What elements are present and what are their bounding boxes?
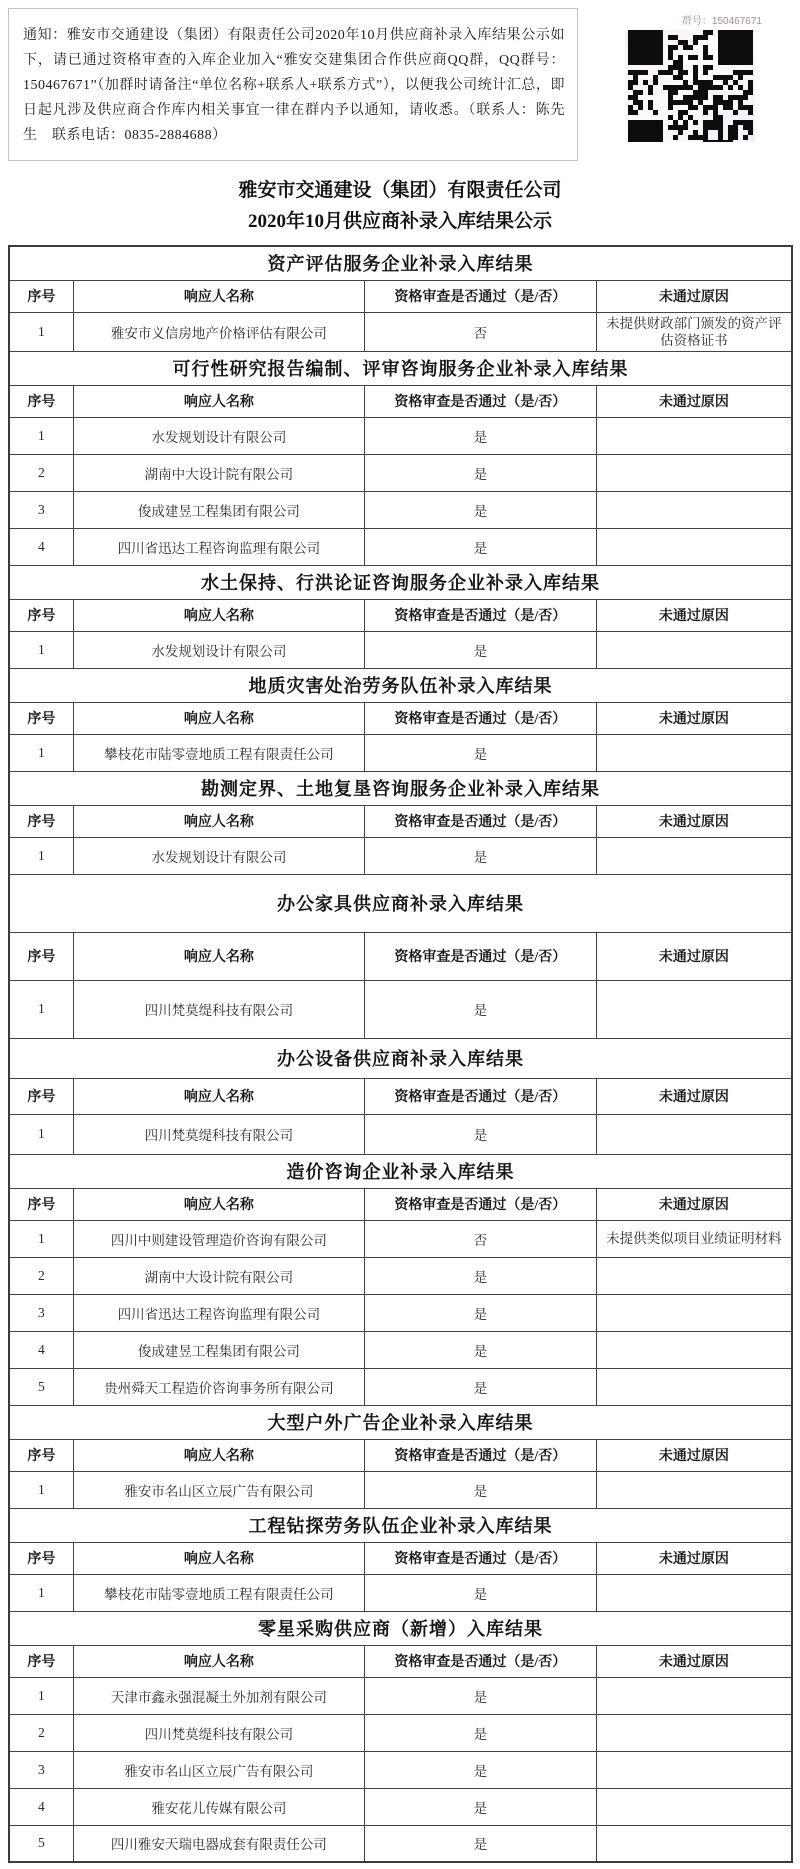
column-header: 响应人名称 bbox=[73, 1542, 364, 1574]
section-title: 可行性研究报告编制、评审咨询服务企业补录入库结果 bbox=[9, 351, 792, 385]
cell-fail-reason bbox=[596, 1114, 792, 1154]
cell-qualification-result: 是 bbox=[364, 1331, 596, 1368]
cell-serial-number: 1 bbox=[9, 631, 73, 668]
results-table-wrap bbox=[0, 237, 800, 1869]
qr-area bbox=[578, 8, 796, 161]
cell-qualification-result: 是 bbox=[364, 1114, 596, 1154]
cell-qualification-result: 否 bbox=[364, 1220, 596, 1257]
cell-serial-number: 3 bbox=[9, 491, 73, 528]
cell-serial-number: 1 bbox=[9, 980, 73, 1038]
column-header: 未通过原因 bbox=[596, 702, 792, 734]
column-header: 序号 bbox=[9, 1542, 73, 1574]
column-header: 响应人名称 bbox=[73, 1645, 364, 1677]
cell-qualification-result: 是 bbox=[364, 491, 596, 528]
section-title-row bbox=[9, 1611, 792, 1645]
cell-fail-reason: 未提供类似项目业绩证明材料 bbox=[596, 1220, 792, 1257]
column-header: 序号 bbox=[9, 932, 73, 980]
notice-text: 通知：雅安市交通建设（集团）有限责任公司2020年10月供应商补录入库结果公示如下，请已通过资格审查的入库企业加入“雅安交建集团合作供应商QQ群，QQ群号：150467671”（加群时请备注“单位名称+联系人+联系方式”），以便我公司统计汇总，即日起凡涉及供应商合作库内相关事宜一律在群内予以通知，请收悉。（联系人：陈先生 联系电话：0835-2884688） bbox=[8, 8, 578, 161]
cell-company-name: 四川梵莫缇科技有限公司 bbox=[73, 1114, 364, 1154]
table-row bbox=[9, 980, 792, 1038]
column-header: 未通过原因 bbox=[596, 805, 792, 837]
cell-company-name: 俊成建昱工程集团有限公司 bbox=[73, 1331, 364, 1368]
table-row bbox=[9, 1751, 792, 1788]
column-header: 响应人名称 bbox=[73, 805, 364, 837]
cell-fail-reason bbox=[596, 1368, 792, 1405]
column-header-row bbox=[9, 280, 792, 312]
qr-code-image bbox=[628, 30, 753, 142]
column-header: 资格审查是否通过（是/否） bbox=[364, 702, 596, 734]
cell-company-name: 雅安市名山区立辰广告有限公司 bbox=[73, 1751, 364, 1788]
cell-qualification-result: 是 bbox=[364, 837, 596, 874]
column-header-row bbox=[9, 1439, 792, 1471]
column-header: 未通过原因 bbox=[596, 1439, 792, 1471]
cell-fail-reason bbox=[596, 1714, 792, 1751]
column-header: 未通过原因 bbox=[596, 280, 792, 312]
cell-serial-number: 4 bbox=[9, 1788, 73, 1825]
page-title-line2: 2020年10月供应商补录入库结果公示 bbox=[247, 211, 552, 232]
column-header-row bbox=[9, 1542, 792, 1574]
cell-company-name: 雅安市义信房地产价格评估有限公司 bbox=[73, 312, 364, 351]
column-header-row bbox=[9, 599, 792, 631]
cell-qualification-result: 是 bbox=[364, 1825, 596, 1862]
cell-qualification-result: 是 bbox=[364, 1677, 596, 1714]
cell-fail-reason bbox=[596, 1331, 792, 1368]
cell-company-name: 湖南中大设计院有限公司 bbox=[73, 1257, 364, 1294]
table-row bbox=[9, 1574, 792, 1611]
column-header: 未通过原因 bbox=[596, 1188, 792, 1220]
column-header: 响应人名称 bbox=[73, 385, 364, 417]
table-row bbox=[9, 1368, 792, 1405]
cell-company-name: 四川省迅达工程咨询监理有限公司 bbox=[73, 1294, 364, 1331]
column-header: 序号 bbox=[9, 702, 73, 734]
cell-company-name: 四川中则建设管理造价咨询有限公司 bbox=[73, 1220, 364, 1257]
section-title-row bbox=[9, 1405, 792, 1439]
cell-qualification-result: 是 bbox=[364, 454, 596, 491]
section-title-row bbox=[9, 1038, 792, 1078]
cell-fail-reason bbox=[596, 1677, 792, 1714]
cell-qualification-result: 是 bbox=[364, 1368, 596, 1405]
cell-serial-number: 1 bbox=[9, 1471, 73, 1508]
column-header: 未通过原因 bbox=[596, 1078, 792, 1114]
column-header: 序号 bbox=[9, 805, 73, 837]
table-row bbox=[9, 1220, 792, 1257]
cell-company-name: 水发规划设计有限公司 bbox=[73, 837, 364, 874]
section-title: 水土保持、行洪论证咨询服务企业补录入库结果 bbox=[9, 565, 792, 599]
cell-company-name: 水发规划设计有限公司 bbox=[73, 417, 364, 454]
column-header: 未通过原因 bbox=[596, 1645, 792, 1677]
cell-qualification-result: 是 bbox=[364, 734, 596, 771]
cell-qualification-result: 是 bbox=[364, 1751, 596, 1788]
section-title-row bbox=[9, 246, 792, 280]
cell-serial-number: 3 bbox=[9, 1751, 73, 1788]
section-title: 地质灾害处治劳务队伍补录入库结果 bbox=[9, 668, 792, 702]
cell-qualification-result: 是 bbox=[364, 1788, 596, 1825]
column-header-row bbox=[9, 702, 792, 734]
column-header: 序号 bbox=[9, 280, 73, 312]
page-title bbox=[0, 175, 800, 237]
column-header: 资格审查是否通过（是/否） bbox=[364, 280, 596, 312]
column-header: 序号 bbox=[9, 1645, 73, 1677]
cell-qualification-result: 是 bbox=[364, 417, 596, 454]
cell-serial-number: 2 bbox=[9, 454, 73, 491]
cell-fail-reason bbox=[596, 631, 792, 668]
section-title-row bbox=[9, 1154, 792, 1188]
column-header: 序号 bbox=[9, 1078, 73, 1114]
column-header: 序号 bbox=[9, 385, 73, 417]
cell-company-name: 四川省迅达工程咨询监理有限公司 bbox=[73, 528, 364, 565]
table-row bbox=[9, 491, 792, 528]
cell-serial-number: 4 bbox=[9, 1331, 73, 1368]
cell-qualification-result: 否 bbox=[364, 312, 596, 351]
cell-serial-number: 2 bbox=[9, 1714, 73, 1751]
section-title: 零星采购供应商（新增）入库结果 bbox=[9, 1611, 792, 1645]
cell-serial-number: 3 bbox=[9, 1294, 73, 1331]
cell-fail-reason bbox=[596, 528, 792, 565]
cell-fail-reason bbox=[596, 1751, 792, 1788]
qr-group-number-label: 群号：150467671 bbox=[681, 16, 762, 27]
cell-qualification-result: 是 bbox=[364, 1294, 596, 1331]
cell-fail-reason bbox=[596, 1257, 792, 1294]
column-header: 序号 bbox=[9, 1188, 73, 1220]
table-row bbox=[9, 1114, 792, 1154]
column-header: 响应人名称 bbox=[73, 1078, 364, 1114]
cell-fail-reason bbox=[596, 454, 792, 491]
cell-serial-number: 1 bbox=[9, 734, 73, 771]
column-header-row bbox=[9, 1078, 792, 1114]
qq-group-qr-code-icon bbox=[625, 30, 755, 142]
notice-header-area bbox=[0, 0, 800, 161]
table-row bbox=[9, 1471, 792, 1508]
column-header: 响应人名称 bbox=[73, 599, 364, 631]
section-title: 工程钻探劳务队伍企业补录入库结果 bbox=[9, 1508, 792, 1542]
cell-company-name: 攀枝花市陆零壹地质工程有限责任公司 bbox=[73, 734, 364, 771]
cell-company-name: 四川梵莫缇科技有限公司 bbox=[73, 1714, 364, 1751]
column-header: 资格审查是否通过（是/否） bbox=[364, 1439, 596, 1471]
cell-fail-reason bbox=[596, 1294, 792, 1331]
column-header: 未通过原因 bbox=[596, 599, 792, 631]
cell-serial-number: 5 bbox=[9, 1368, 73, 1405]
results-table bbox=[8, 245, 793, 1863]
cell-serial-number: 5 bbox=[9, 1825, 73, 1862]
cell-serial-number: 1 bbox=[9, 417, 73, 454]
cell-company-name: 雅安花儿传媒有限公司 bbox=[73, 1788, 364, 1825]
cell-serial-number: 1 bbox=[9, 1574, 73, 1611]
table-row bbox=[9, 1294, 792, 1331]
cell-fail-reason bbox=[596, 417, 792, 454]
table-row bbox=[9, 528, 792, 565]
section-title: 资产评估服务企业补录入库结果 bbox=[9, 246, 792, 280]
column-header: 响应人名称 bbox=[73, 932, 364, 980]
column-header-row bbox=[9, 932, 792, 980]
section-title: 勘测定界、土地复垦咨询服务企业补录入库结果 bbox=[9, 771, 792, 805]
cell-fail-reason bbox=[596, 491, 792, 528]
cell-company-name: 贵州舜天工程造价咨询事务所有限公司 bbox=[73, 1368, 364, 1405]
section-title-row bbox=[9, 874, 792, 932]
cell-company-name: 四川雅安天瑞电器成套有限责任公司 bbox=[73, 1825, 364, 1862]
column-header-row bbox=[9, 1645, 792, 1677]
section-title: 大型户外广告企业补录入库结果 bbox=[9, 1405, 792, 1439]
column-header: 资格审查是否通过（是/否） bbox=[364, 385, 596, 417]
cell-qualification-result: 是 bbox=[364, 980, 596, 1038]
cell-fail-reason bbox=[596, 734, 792, 771]
cell-qualification-result: 是 bbox=[364, 1471, 596, 1508]
cell-qualification-result: 是 bbox=[364, 1714, 596, 1751]
column-header: 序号 bbox=[9, 599, 73, 631]
cell-serial-number: 1 bbox=[9, 1114, 73, 1154]
cell-company-name: 攀枝花市陆零壹地质工程有限责任公司 bbox=[73, 1574, 364, 1611]
table-row bbox=[9, 1714, 792, 1751]
section-title: 办公设备供应商补录入库结果 bbox=[9, 1038, 792, 1078]
column-header: 响应人名称 bbox=[73, 1439, 364, 1471]
cell-company-name: 天津市鑫永强混凝土外加剂有限公司 bbox=[73, 1677, 364, 1714]
table-row bbox=[9, 1788, 792, 1825]
section-title: 办公家具供应商补录入库结果 bbox=[9, 874, 792, 932]
cell-fail-reason bbox=[596, 980, 792, 1038]
column-header: 响应人名称 bbox=[73, 702, 364, 734]
table-row bbox=[9, 837, 792, 874]
column-header-row bbox=[9, 385, 792, 417]
column-header-row bbox=[9, 805, 792, 837]
cell-fail-reason: 未提供财政部门颁发的资产评估资格证书 bbox=[596, 312, 792, 351]
cell-serial-number: 4 bbox=[9, 528, 73, 565]
cell-fail-reason bbox=[596, 837, 792, 874]
table-row bbox=[9, 417, 792, 454]
section-title-row bbox=[9, 668, 792, 702]
cell-serial-number: 1 bbox=[9, 312, 73, 351]
column-header: 响应人名称 bbox=[73, 1188, 364, 1220]
column-header: 资格审查是否通过（是/否） bbox=[364, 1542, 596, 1574]
cell-qualification-result: 是 bbox=[364, 631, 596, 668]
cell-company-name: 水发规划设计有限公司 bbox=[73, 631, 364, 668]
cell-qualification-result: 是 bbox=[364, 528, 596, 565]
table-row bbox=[9, 734, 792, 771]
table-row bbox=[9, 454, 792, 491]
table-row bbox=[9, 312, 792, 351]
column-header: 资格审查是否通过（是/否） bbox=[364, 1645, 596, 1677]
column-header: 资格审查是否通过（是/否） bbox=[364, 1078, 596, 1114]
table-row bbox=[9, 1331, 792, 1368]
cell-company-name: 俊成建昱工程集团有限公司 bbox=[73, 491, 364, 528]
cell-qualification-result: 是 bbox=[364, 1257, 596, 1294]
section-title-row bbox=[9, 351, 792, 385]
cell-company-name: 雅安市名山区立辰广告有限公司 bbox=[73, 1471, 364, 1508]
column-header: 未通过原因 bbox=[596, 1542, 792, 1574]
cell-company-name: 湖南中大设计院有限公司 bbox=[73, 454, 364, 491]
cell-fail-reason bbox=[596, 1471, 792, 1508]
column-header: 资格审查是否通过（是/否） bbox=[364, 805, 596, 837]
cell-serial-number: 1 bbox=[9, 1677, 73, 1714]
column-header: 未通过原因 bbox=[596, 932, 792, 980]
section-title-row bbox=[9, 771, 792, 805]
column-header: 资格审查是否通过（是/否） bbox=[364, 932, 596, 980]
cell-serial-number: 1 bbox=[9, 837, 73, 874]
section-title: 造价咨询企业补录入库结果 bbox=[9, 1154, 792, 1188]
column-header: 序号 bbox=[9, 1439, 73, 1471]
page-title-line1: 雅安市交通建设（集团）有限责任公司 bbox=[238, 180, 562, 201]
cell-qualification-result: 是 bbox=[364, 1574, 596, 1611]
section-title-row bbox=[9, 1508, 792, 1542]
cell-serial-number: 2 bbox=[9, 1257, 73, 1294]
cell-fail-reason bbox=[596, 1788, 792, 1825]
section-title-row bbox=[9, 565, 792, 599]
column-header: 资格审查是否通过（是/否） bbox=[364, 1188, 596, 1220]
column-header: 未通过原因 bbox=[596, 385, 792, 417]
cell-serial-number: 1 bbox=[9, 1220, 73, 1257]
column-header: 响应人名称 bbox=[73, 280, 364, 312]
table-row bbox=[9, 1257, 792, 1294]
table-row bbox=[9, 1677, 792, 1714]
cell-company-name: 四川梵莫缇科技有限公司 bbox=[73, 980, 364, 1038]
table-row bbox=[9, 631, 792, 668]
column-header-row bbox=[9, 1188, 792, 1220]
cell-fail-reason bbox=[596, 1574, 792, 1611]
column-header: 资格审查是否通过（是/否） bbox=[364, 599, 596, 631]
